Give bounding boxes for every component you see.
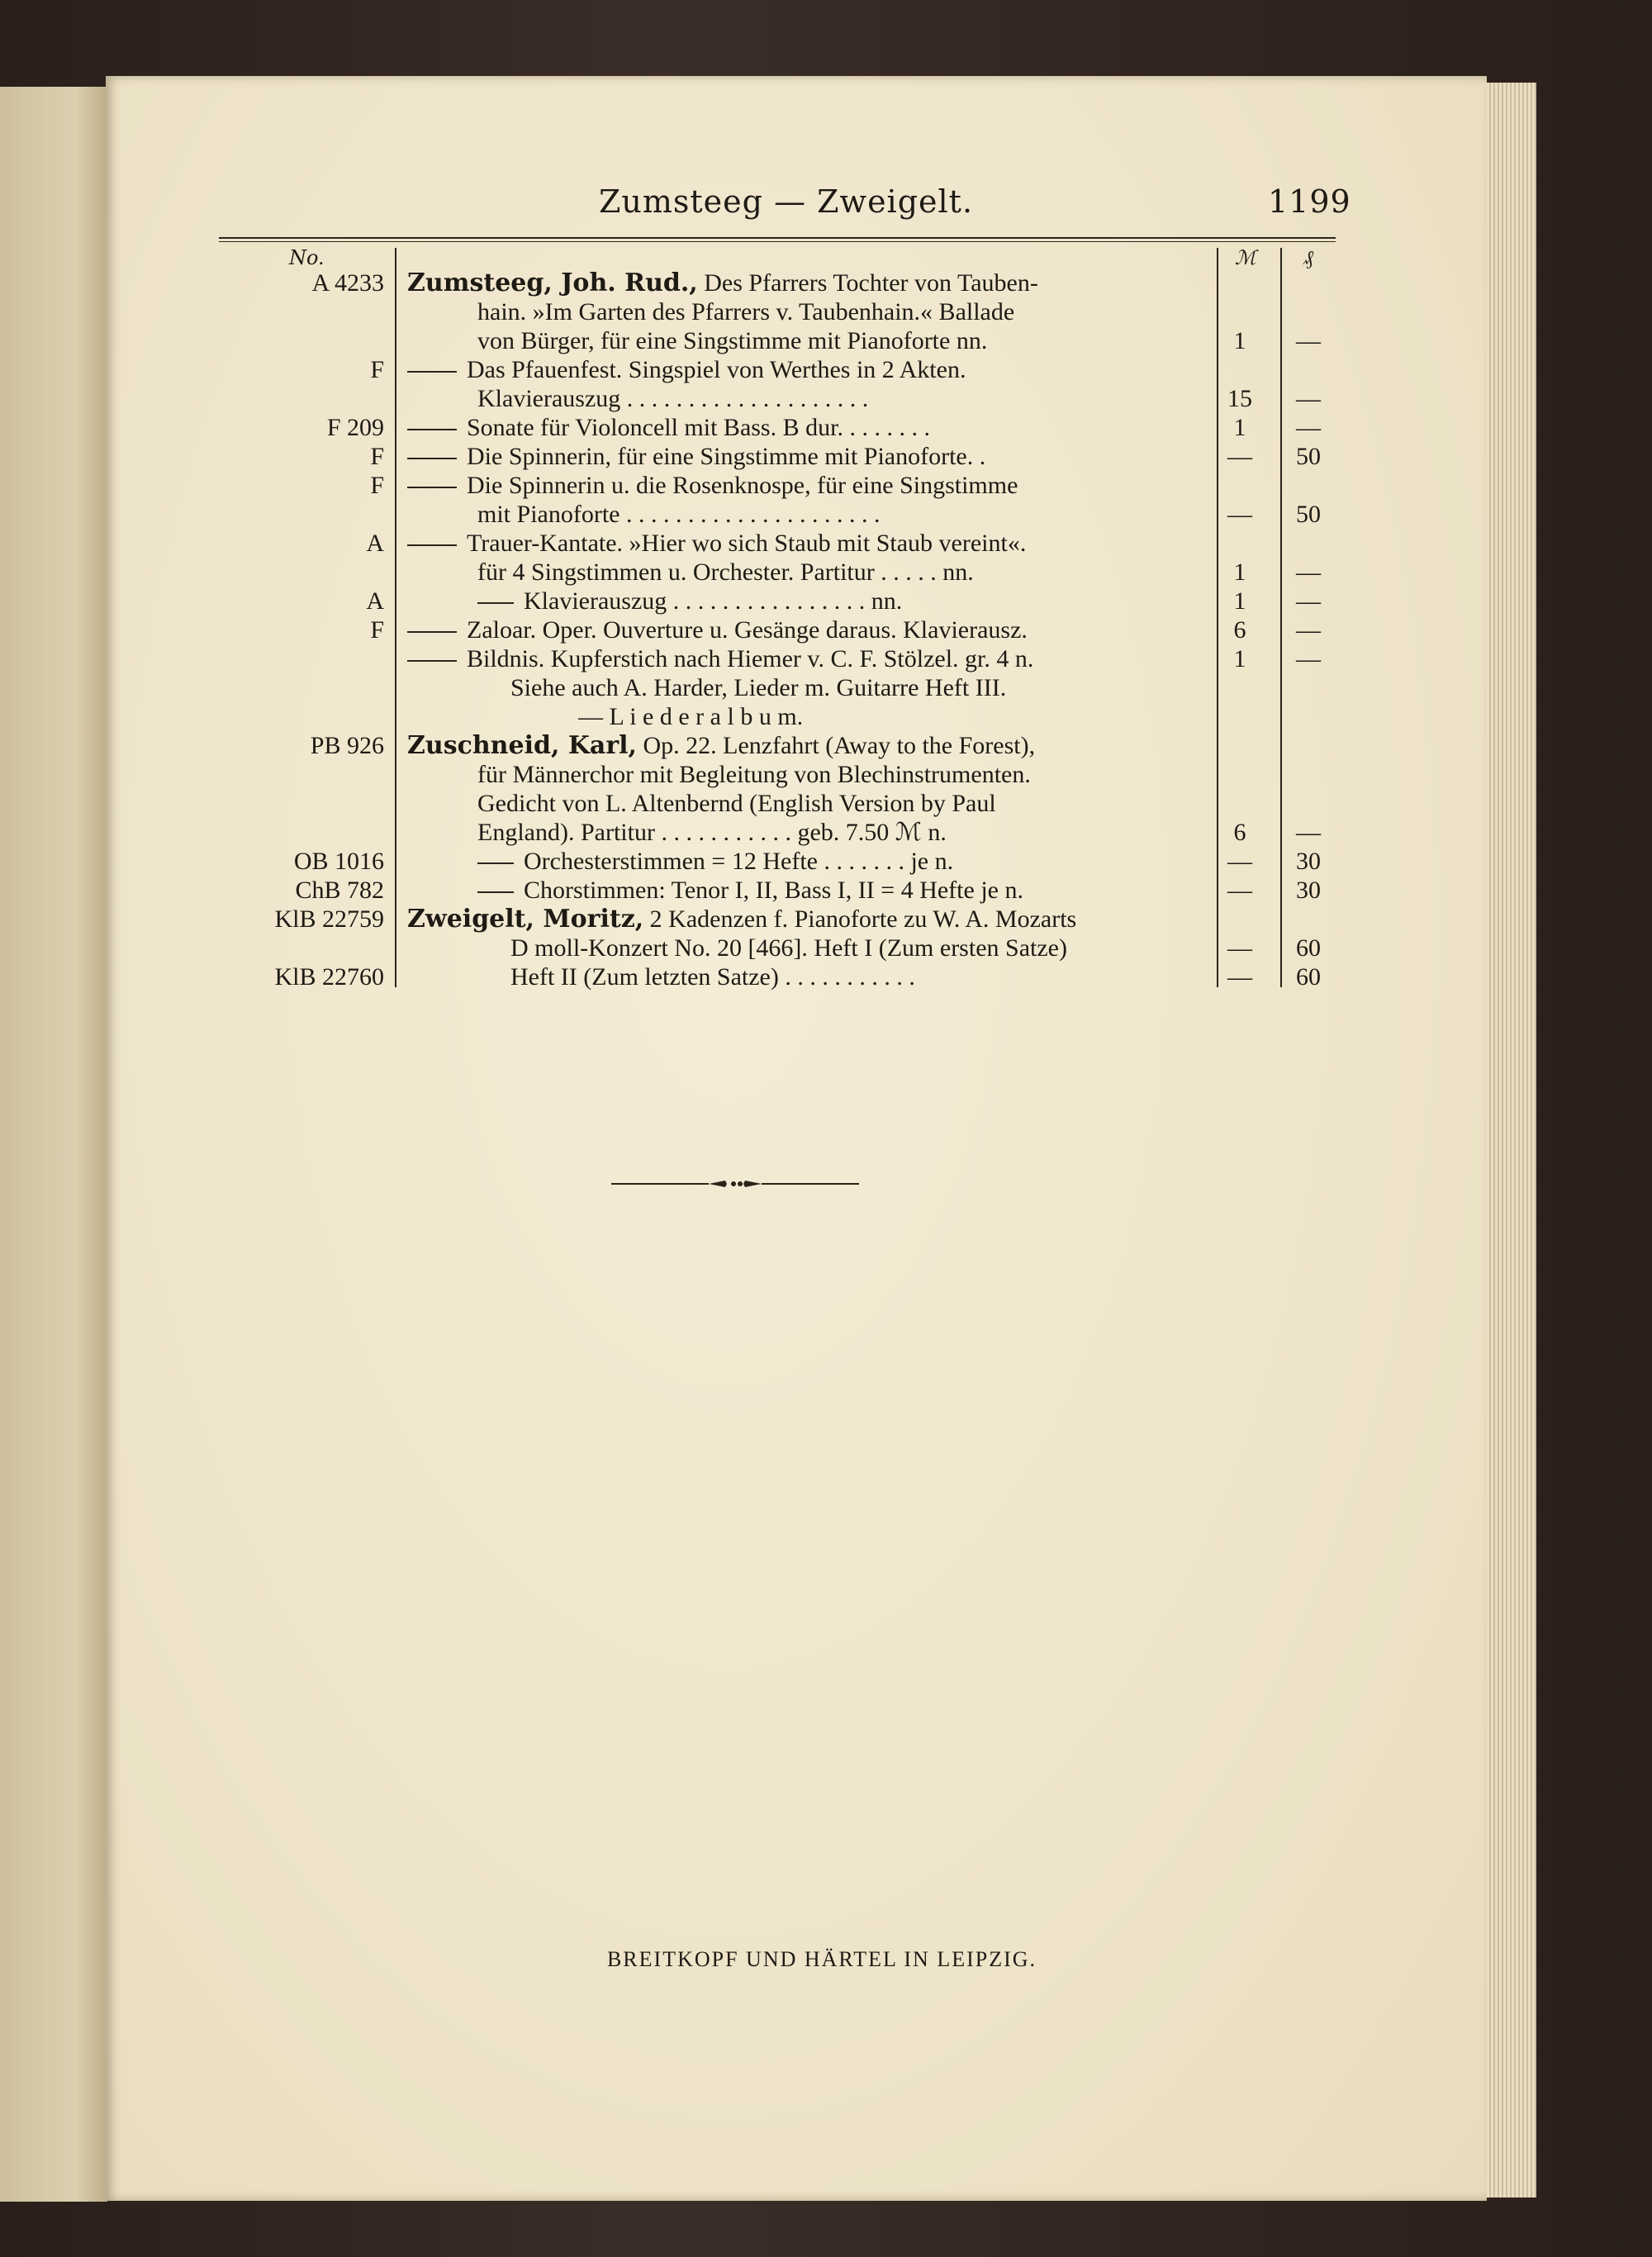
header-rule [219, 237, 1336, 242]
entry-description: Orchesterstimmen = 12 Hefte . . . . . . . je n. [524, 848, 954, 875]
entry-description: Heft II (Zum letzten Satze) . . . . . . . . . . . [510, 963, 915, 991]
composer-name: Zuschneid, Karl, [407, 731, 637, 760]
price-mark: 1 [1233, 558, 1246, 586]
catalog-line [0, 673, 1652, 702]
catalog-line [0, 615, 1652, 644]
price-mark: 1 [1233, 414, 1246, 441]
ditto-dash [477, 862, 514, 864]
catalog-number: F [370, 356, 384, 383]
ditto-dash [407, 429, 457, 430]
catalog-line [0, 471, 1652, 500]
price-mark: 6 [1233, 819, 1246, 846]
ditto-dash [407, 371, 457, 373]
entry-description: Des Pfarrers Tochter von Tauben- [704, 269, 1038, 297]
price-pfennig: 50 [1296, 443, 1321, 470]
entry-description: Klavierauszug . . . . . . . . . . . . . . . . . . . . [477, 385, 869, 412]
catalog-line [0, 587, 1652, 615]
entry-text [477, 760, 1279, 789]
entry-description: Gedicht von L. Altenbernd (English Version by Paul [477, 790, 996, 817]
column-header-no: No. [289, 246, 325, 269]
catalog-line [0, 934, 1652, 962]
entry-description: Das Pfauenfest. Singspiel von Werthes in 2 Akten. [467, 356, 966, 383]
page-number: 1199 [1268, 183, 1351, 220]
price-mark: — [1227, 963, 1252, 991]
ornament-divider [611, 1179, 859, 1189]
entry-description: Trauer-Kantate. »Hier wo sich Staub mit Staub vereint«. [467, 530, 1027, 557]
running-head-title: Zumsteeg — Zweigelt. [599, 183, 974, 220]
entry-text [407, 355, 1208, 384]
entry-text [407, 442, 1208, 471]
catalog-line [0, 529, 1652, 558]
ditto-dash [407, 487, 457, 488]
catalog-number: OB 1016 [293, 848, 384, 875]
ditto-dash [407, 660, 457, 662]
price-pfennig: 60 [1296, 963, 1321, 991]
price-pfennig: 60 [1296, 934, 1321, 962]
price-pfennig: — [1296, 385, 1321, 412]
catalog-line [0, 297, 1652, 326]
price-pfennig: 30 [1296, 877, 1321, 904]
price-mark: 6 [1233, 616, 1246, 644]
entry-description: Zaloar. Oper. Ouverture u. Gesänge daraus. Klavierausz. [467, 616, 1028, 644]
entry-description: von Bürger, für eine Singstimme mit Pianoforte nn. [477, 327, 988, 354]
entry-text [477, 847, 1279, 876]
entry-description: Chorstimmen: Tenor I, II, Bass I, II = 4 Hefte je n. [524, 877, 1023, 904]
entry-text [407, 644, 1208, 673]
catalog-line [0, 644, 1652, 673]
ditto-dash [407, 458, 457, 459]
catalog-number: A 4233 [311, 269, 384, 297]
price-mark: — [1227, 443, 1252, 470]
catalog-line [0, 413, 1652, 442]
entry-description: Op. 22. Lenzfahrt (Away to the Forest), [643, 732, 1036, 759]
entry-description: Siehe auch A. Harder, Lieder m. Guitarre Heft III. [510, 674, 1007, 701]
catalog-line [0, 268, 1652, 297]
column-header-mark: ℳ [1235, 246, 1256, 269]
entry-description: für Männerchor mit Begleitung von Blechinstrumenten. [477, 761, 1031, 788]
price-pfennig: — [1296, 327, 1321, 354]
price-pfennig: — [1296, 616, 1321, 644]
entry-description: für 4 Singstimmen u. Orchester. Partitur . . . . . nn. [477, 558, 974, 586]
catalog-number: F [370, 616, 384, 644]
entry-description: Sonate für Violoncell mit Bass. B dur. . . . . . . . [467, 414, 930, 441]
catalog-line [0, 355, 1652, 384]
entry-text [407, 268, 1208, 297]
catalog-line [0, 876, 1652, 905]
entry-text [477, 384, 1279, 413]
entry-text [477, 500, 1279, 529]
catalog-line [0, 558, 1652, 587]
entry-text [477, 297, 1279, 326]
price-pfennig: — [1296, 819, 1321, 846]
price-mark: — [1227, 877, 1252, 904]
entry-description: England). Partitur . . . . . . . . . . . geb. 7.50 ℳ n. [477, 819, 947, 846]
entry-description: Die Spinnerin, für eine Singstimme mit Pianoforte. . [467, 443, 986, 470]
price-pfennig: — [1296, 558, 1321, 586]
entry-text [477, 876, 1279, 905]
entry-description: hain. »Im Garten des Pfarrers v. Taubenhain.« Ballade [477, 298, 1015, 325]
publisher-imprint: BREITKOPF UND HÄRTEL IN LEIPZIG. [606, 1947, 1037, 1971]
entry-text [407, 615, 1208, 644]
entry-text [407, 731, 1208, 760]
catalog-number: KlB 22760 [274, 963, 384, 991]
entry-text [407, 471, 1208, 500]
catalog-number: A [366, 530, 384, 557]
price-mark: 15 [1227, 385, 1252, 412]
catalog-number: F [370, 443, 384, 470]
price-mark: 1 [1233, 327, 1246, 354]
catalog-line [0, 789, 1652, 818]
price-mark: — [1227, 848, 1252, 875]
ditto-dash [407, 631, 457, 633]
catalog-number: F 209 [326, 414, 384, 441]
entry-text [477, 818, 1279, 847]
catalog-line [0, 326, 1652, 355]
entry-text [477, 326, 1279, 355]
price-mark: 1 [1233, 645, 1246, 672]
catalog-number: F [370, 472, 384, 499]
column-header-pfennig: ₰ [1303, 246, 1313, 269]
entry-text [510, 934, 1312, 962]
entry-text [477, 789, 1279, 818]
catalog-number: KlB 22759 [274, 905, 384, 933]
composer-name: Zumsteeg, Joh. Rud., [407, 268, 698, 297]
price-pfennig: — [1296, 645, 1321, 672]
price-pfennig: — [1296, 414, 1321, 441]
catalog-line [0, 731, 1652, 760]
catalog-line [0, 500, 1652, 529]
entry-text [578, 702, 1379, 731]
entry-description: — L i e d e r a l b u m. [578, 703, 804, 730]
entry-description: mit Pianoforte . . . . . . . . . . . . . . . . . . . . . [477, 501, 881, 528]
entry-description: 2 Kadenzen f. Pianoforte zu W. A. Mozarts [649, 905, 1077, 933]
catalog-line [0, 847, 1652, 876]
entry-text [407, 529, 1208, 558]
entry-description: D moll-Konzert No. 20 [466]. Heft I (Zum ersten Satze) [510, 934, 1067, 962]
price-pfennig: 30 [1296, 848, 1321, 875]
price-mark: — [1227, 501, 1252, 528]
catalog-number: ChB 782 [295, 877, 384, 904]
catalog-number: A [366, 587, 384, 615]
entry-text [407, 413, 1208, 442]
catalog-line [0, 818, 1652, 847]
catalog-line [0, 905, 1652, 934]
catalog-line [0, 384, 1652, 413]
ditto-dash [407, 544, 457, 546]
entry-text [510, 962, 1312, 991]
entry-description: Die Spinnerin u. die Rosenknospe, für eine Singstimme [467, 472, 1018, 499]
catalog-line [0, 702, 1652, 731]
entry-text [407, 905, 1208, 934]
price-pfennig: 50 [1296, 501, 1321, 528]
price-mark: 1 [1233, 587, 1246, 615]
entry-text [477, 558, 1279, 587]
ditto-dash [477, 602, 514, 604]
price-pfennig: — [1296, 587, 1321, 615]
composer-name: Zweigelt, Moritz, [407, 905, 644, 934]
entry-text [477, 587, 1279, 615]
catalog-line [0, 962, 1652, 991]
catalog-line [0, 760, 1652, 789]
entry-description: Klavierauszug . . . . . . . . . . . . . . . . nn. [524, 587, 903, 615]
catalog-number: PB 926 [310, 732, 384, 759]
price-mark: — [1227, 934, 1252, 962]
ditto-dash [477, 891, 514, 893]
entry-text [510, 673, 1312, 702]
catalog-line [0, 442, 1652, 471]
entry-description: Bildnis. Kupferstich nach Hiemer v. C. F. Stölzel. gr. 4 n. [467, 645, 1034, 672]
